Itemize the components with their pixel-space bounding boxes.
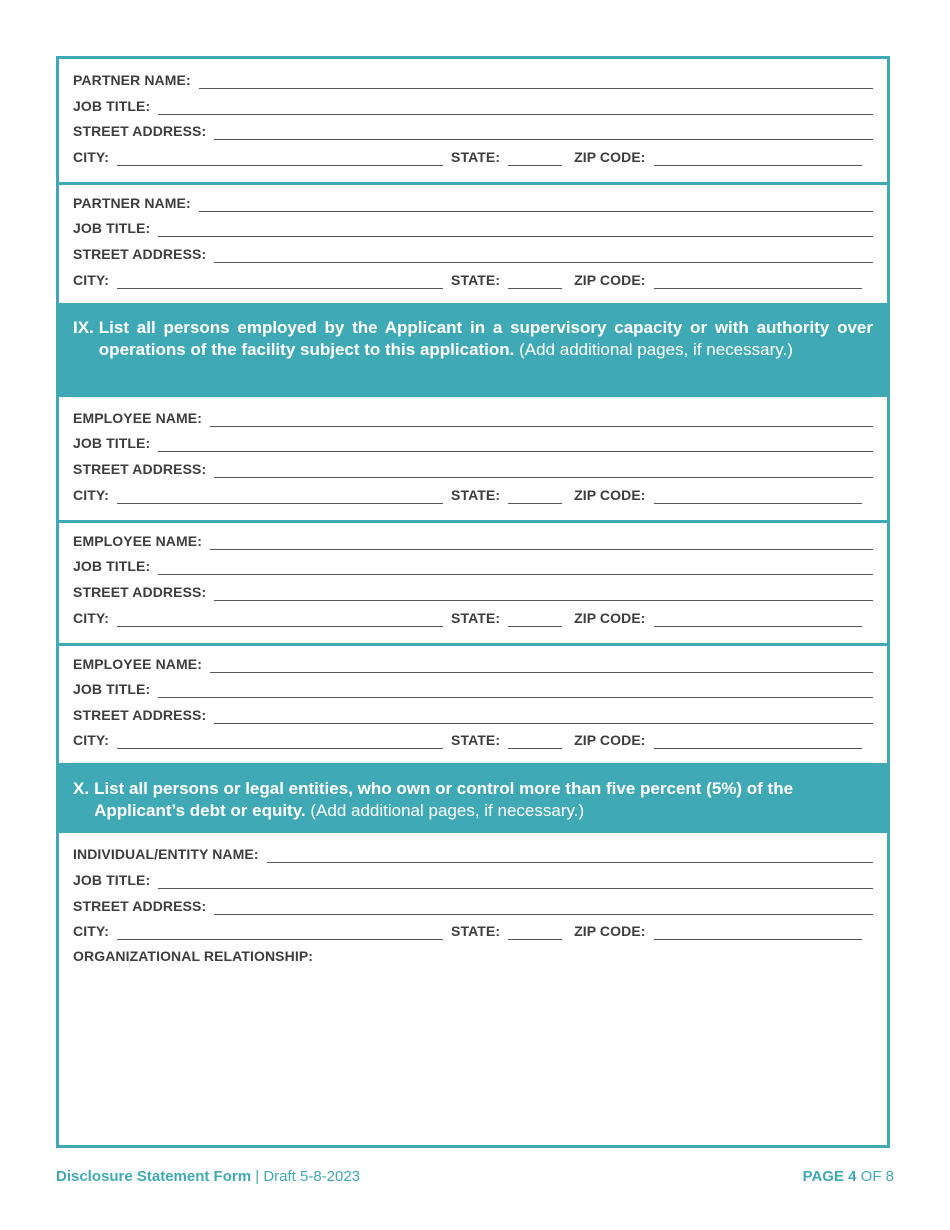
footer-form-name: Disclosure Statement Form	[56, 1168, 252, 1185]
street-address-field[interactable]	[214, 125, 873, 140]
employee-block-3	[59, 643, 887, 763]
partner-name-field[interactable]	[199, 74, 873, 89]
state-field[interactable]	[508, 925, 562, 940]
city-field[interactable]	[117, 925, 443, 940]
partner-name-label: PARTNER NAME:	[73, 72, 191, 88]
state-field[interactable]	[508, 151, 562, 166]
state-label: STATE:	[451, 732, 501, 748]
organizational-relationship-label: ORGANIZATIONAL RELATIONSHIP:	[73, 948, 314, 964]
job-title-row	[73, 95, 873, 115]
employee-block-2	[59, 520, 887, 646]
street-address-label: STREET ADDRESS:	[73, 707, 207, 723]
state-field[interactable]	[508, 274, 562, 289]
zip-code-field[interactable]	[654, 274, 862, 289]
zip-code-label: ZIP CODE:	[574, 732, 646, 748]
job-title-row	[73, 217, 873, 237]
footer-right	[803, 1168, 894, 1185]
city-state-zip-row	[73, 729, 873, 749]
zip-code-field[interactable]	[654, 151, 862, 166]
partner-name-row	[73, 192, 873, 212]
employee-name-row	[73, 653, 873, 673]
entity-name-row	[73, 843, 873, 863]
street-address-label: STREET ADDRESS:	[73, 584, 207, 600]
section-x-title: List all persons or legal entities, who own or control more than five percent (5%) of the Applicant’s debt or equity.	[94, 779, 794, 820]
organizational-relationship-row	[73, 945, 873, 965]
job-title-field[interactable]	[158, 683, 873, 698]
street-address-row	[73, 581, 873, 601]
street-address-field[interactable]	[214, 709, 873, 724]
job-title-label: JOB TITLE:	[73, 872, 151, 888]
zip-code-label: ZIP CODE:	[574, 610, 646, 626]
job-title-label: JOB TITLE:	[73, 435, 151, 451]
zip-code-field[interactable]	[654, 925, 862, 940]
entity-name-field[interactable]	[267, 848, 873, 863]
zip-code-field[interactable]	[654, 734, 862, 749]
city-label: CITY:	[73, 732, 110, 748]
state-field[interactable]	[508, 612, 562, 627]
job-title-label: JOB TITLE:	[73, 98, 151, 114]
state-label: STATE:	[451, 149, 501, 165]
city-label: CITY:	[73, 149, 110, 165]
street-address-field[interactable]	[214, 463, 873, 478]
street-address-label: STREET ADDRESS:	[73, 461, 207, 477]
street-address-label: STREET ADDRESS:	[73, 246, 207, 262]
job-title-label: JOB TITLE:	[73, 681, 151, 697]
city-label: CITY:	[73, 610, 110, 626]
city-field[interactable]	[117, 151, 443, 166]
organizational-relationship-area[interactable]	[73, 969, 873, 1142]
city-field[interactable]	[117, 734, 443, 749]
city-field[interactable]	[117, 612, 443, 627]
employee-name-label: EMPLOYEE NAME:	[73, 410, 202, 426]
job-title-label: JOB TITLE:	[73, 558, 151, 574]
footer-page-of: OF 8	[860, 1168, 894, 1185]
city-label: CITY:	[73, 487, 110, 503]
street-address-label: STREET ADDRESS:	[73, 123, 207, 139]
partner-name-row	[73, 69, 873, 89]
street-address-row	[73, 243, 873, 263]
section-x-header	[59, 763, 887, 833]
employee-name-row	[73, 530, 873, 550]
section-x-note: (Add additional pages, if necessary.)	[310, 801, 585, 820]
zip-code-label: ZIP CODE:	[574, 923, 646, 939]
employee-name-field[interactable]	[210, 658, 873, 673]
partner-name-label: PARTNER NAME:	[73, 195, 191, 211]
city-field[interactable]	[117, 489, 443, 504]
page-footer	[56, 1168, 894, 1188]
job-title-field[interactable]	[158, 874, 873, 889]
job-title-row	[73, 432, 873, 452]
zip-code-label: ZIP CODE:	[574, 149, 646, 165]
footer-separator: |	[255, 1168, 260, 1185]
entity-block	[59, 833, 887, 1148]
job-title-row	[73, 678, 873, 698]
job-title-field[interactable]	[158, 100, 873, 115]
state-field[interactable]	[508, 734, 562, 749]
employee-name-field[interactable]	[210, 535, 873, 550]
job-title-label: JOB TITLE:	[73, 220, 151, 236]
partner-name-field[interactable]	[199, 197, 873, 212]
city-state-zip-row	[73, 920, 873, 940]
job-title-field[interactable]	[158, 560, 873, 575]
section-ix-note: (Add additional pages, if necessary.)	[519, 340, 793, 359]
job-title-row	[73, 555, 873, 575]
job-title-field[interactable]	[158, 222, 873, 237]
zip-code-field[interactable]	[654, 612, 862, 627]
section-ix-title: List all persons employed by the Applicant in a supervisory capacity or with authority over operations of the facility subject to this application.	[98, 318, 873, 359]
state-label: STATE:	[451, 923, 501, 939]
street-address-row	[73, 120, 873, 140]
zip-code-label: ZIP CODE:	[574, 272, 646, 288]
employee-name-label: EMPLOYEE NAME:	[73, 656, 202, 672]
job-title-field[interactable]	[158, 437, 873, 452]
footer-draft: Draft 5-8-2023	[263, 1168, 361, 1185]
street-address-field[interactable]	[214, 900, 873, 915]
city-label: CITY:	[73, 923, 110, 939]
employee-name-label: EMPLOYEE NAME:	[73, 533, 202, 549]
street-address-row	[73, 704, 873, 724]
state-label: STATE:	[451, 610, 501, 626]
zip-code-label: ZIP CODE:	[574, 487, 646, 503]
section-ix-header	[59, 303, 887, 397]
employee-name-row	[73, 407, 873, 427]
section-x-number: X.	[73, 779, 90, 798]
entity-name-label: INDIVIDUAL/ENTITY NAME:	[73, 846, 259, 862]
state-label: STATE:	[451, 487, 501, 503]
partner-block-2	[59, 182, 887, 303]
footer-left	[56, 1168, 360, 1185]
state-label: STATE:	[451, 272, 501, 288]
employee-name-field[interactable]	[210, 412, 873, 427]
street-address-label: STREET ADDRESS:	[73, 898, 207, 914]
city-state-zip-row	[73, 484, 873, 504]
employee-block-1	[59, 397, 887, 523]
footer-page-label: PAGE 4	[802, 1168, 857, 1185]
form-frame	[56, 56, 890, 1148]
city-label: CITY:	[73, 272, 110, 288]
street-address-field[interactable]	[214, 586, 873, 601]
street-address-field[interactable]	[214, 248, 873, 263]
street-address-row	[73, 895, 873, 915]
city-state-zip-row	[73, 269, 873, 289]
city-state-zip-row	[73, 607, 873, 627]
city-field[interactable]	[117, 274, 443, 289]
partner-block-1	[59, 59, 887, 185]
city-state-zip-row	[73, 146, 873, 166]
section-ix-number: IX.	[73, 318, 94, 337]
zip-code-field[interactable]	[654, 489, 862, 504]
street-address-row	[73, 458, 873, 478]
state-field[interactable]	[508, 489, 562, 504]
job-title-row	[73, 869, 873, 889]
